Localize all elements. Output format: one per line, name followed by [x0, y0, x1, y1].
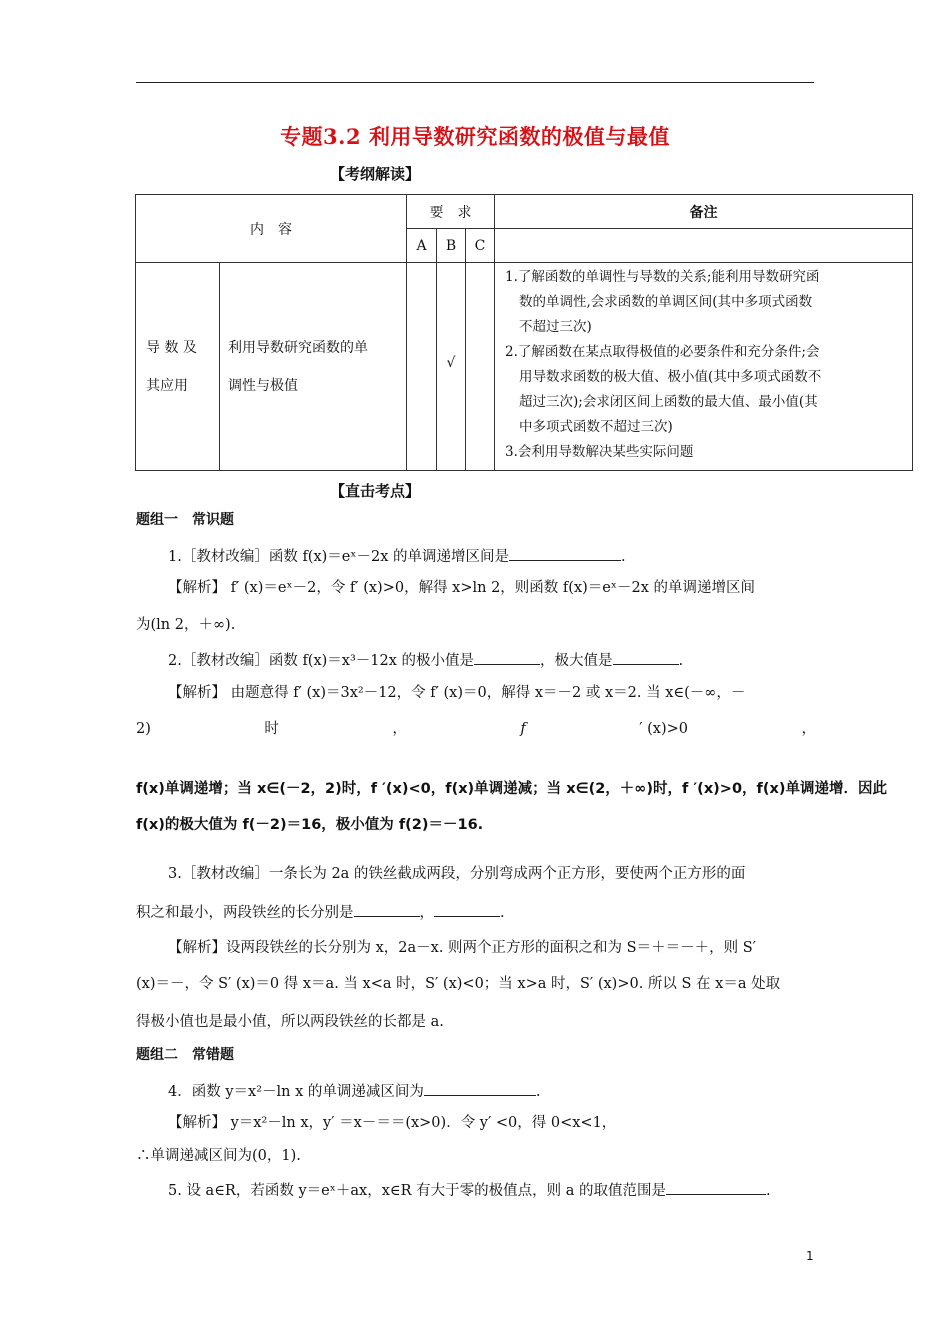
- question-2: 2.［教材改编］函数 f(x)＝x³－12x 的极小值是 ，极大值是 .: [136, 650, 848, 671]
- solution-3-line-2: (x)＝－，令 S′ (x)＝0 得 x＝a. 当 x<a 时，S′ (x)<0；当 x>a 时，S′ (x)>0. 所以 S 在 x＝a 处取: [136, 976, 781, 992]
- requirement-header: 要 求: [407, 195, 495, 229]
- subtopic-cell: 利用导数研究函数的单 调性与极值: [220, 263, 407, 471]
- page-number: 1: [806, 1249, 814, 1263]
- notes-cell: [495, 263, 913, 471]
- question-3-line-1: 3.［教材改编］一条长为 2a 的铁丝截成两段，分别弯成两个正方形，要使两个正方形的面: [168, 866, 746, 882]
- content-header: 内 容: [136, 195, 407, 263]
- solution-1-line-1: 【解析】 f′ (x)＝eˣ－2，令 f′ (x)>0，解得 x>ln 2，则函数 f(x)＝eˣ－2x 的单调递增区间: [168, 580, 756, 596]
- syllabus-table: [135, 194, 913, 471]
- question-5: 5. 设 a∈R，若函数 y＝eˣ＋ax，x∈R 有大于零的极值点，则 a 的取值范围是 .: [136, 1180, 848, 1201]
- level-a: A: [407, 229, 437, 263]
- notes-empty-cell: [495, 229, 913, 263]
- solution-3-line-1: 【解析】设两段铁丝的长分别为 x，2a－x. 则两个正方形的面积之和为 S＝＋＝－＋，则 S′: [168, 940, 756, 956]
- solution-2-line-1: 【解析】 由题意得 f′ (x)＝3x²－12，令 f′ (x)＝0，解得 x＝－2 或 x＝2. 当 x∈(－∞，－: [168, 685, 746, 701]
- note-2: 2.了解函数在某点取得极值的必要条件和充分条件;会 用导数求函数的极大值、极小值(其中多项式函数不 超过三次);会求闭区间上函数的最大值、最小值(其 中多项式函数不超过三次): [505, 344, 822, 435]
- answer-blank: [354, 902, 420, 917]
- notes-header: 备注: [495, 195, 913, 229]
- checkmark: √: [437, 263, 466, 471]
- note-1: 1.了解函数的单调性与导数的关系;能利用导数研究函 数的单调性,会求函数的单调区间(其中多项式函数 不超过三次): [505, 269, 820, 335]
- answer-blank: [424, 1081, 536, 1096]
- answer-blank: [474, 650, 540, 665]
- question-4: 4．函数 y＝x²－ln x 的单调递减区间为 .: [136, 1081, 848, 1102]
- question-1: 1.［教材改编］函数 f(x)＝eˣ－2x 的单调递增区间是 .: [136, 546, 848, 567]
- solution-2-line-4: f(x)的极大值为 f(－2)＝16，极小值为 f(2)＝－16.: [136, 817, 484, 833]
- header-rule: [136, 82, 814, 83]
- solution-4-line-2: ∴单调递减区间为(0，1).: [136, 1148, 301, 1164]
- group-1-heading: 题组一 常识题: [136, 512, 234, 528]
- level-c: C: [466, 229, 495, 263]
- points-heading: 【直击考点】: [330, 482, 421, 500]
- solution-4-line-1: 【解析】 y＝x²－ln x，y′ ＝x－＝＝(x>0)．令 y′ <0，得 0<x<1，: [168, 1115, 617, 1131]
- answer-blank: [613, 650, 679, 665]
- topic-cell: 导 数 及 其应用: [136, 263, 220, 471]
- solution-2-line-2: 2) 时 ， f ′ (x)>0 ，: [136, 721, 816, 737]
- solution-2-line-3: f(x)单调递增；当 x∈(－2，2)时，f ′(x)<0，f(x)单调递减；当 x∈(2，＋∞)时，f ′(x)>0，f(x)单调递增．因此: [136, 781, 887, 797]
- level-a-cell: [407, 263, 437, 471]
- answer-blank: [434, 902, 500, 917]
- group-2-heading: 题组二 常错题: [136, 1047, 234, 1063]
- syllabus-heading: 【考纲解读】: [330, 165, 421, 183]
- page-title: 专题3.2 利用导数研究函数的极值与最值: [280, 124, 670, 149]
- level-c-cell: [466, 263, 495, 471]
- answer-blank: [509, 546, 621, 561]
- level-b: B: [437, 229, 466, 263]
- solution-1-line-2: 为(ln 2，＋∞).: [136, 617, 236, 633]
- question-3-line-2: 积之和最小，两段铁丝的长分别是 ， .: [136, 902, 816, 923]
- note-3: 3.会利用导数解决某些实际问题: [505, 444, 694, 460]
- answer-blank: [666, 1180, 766, 1195]
- solution-3-line-3: 得极小值也是最小值，所以两段铁丝的长都是 a.: [136, 1014, 444, 1030]
